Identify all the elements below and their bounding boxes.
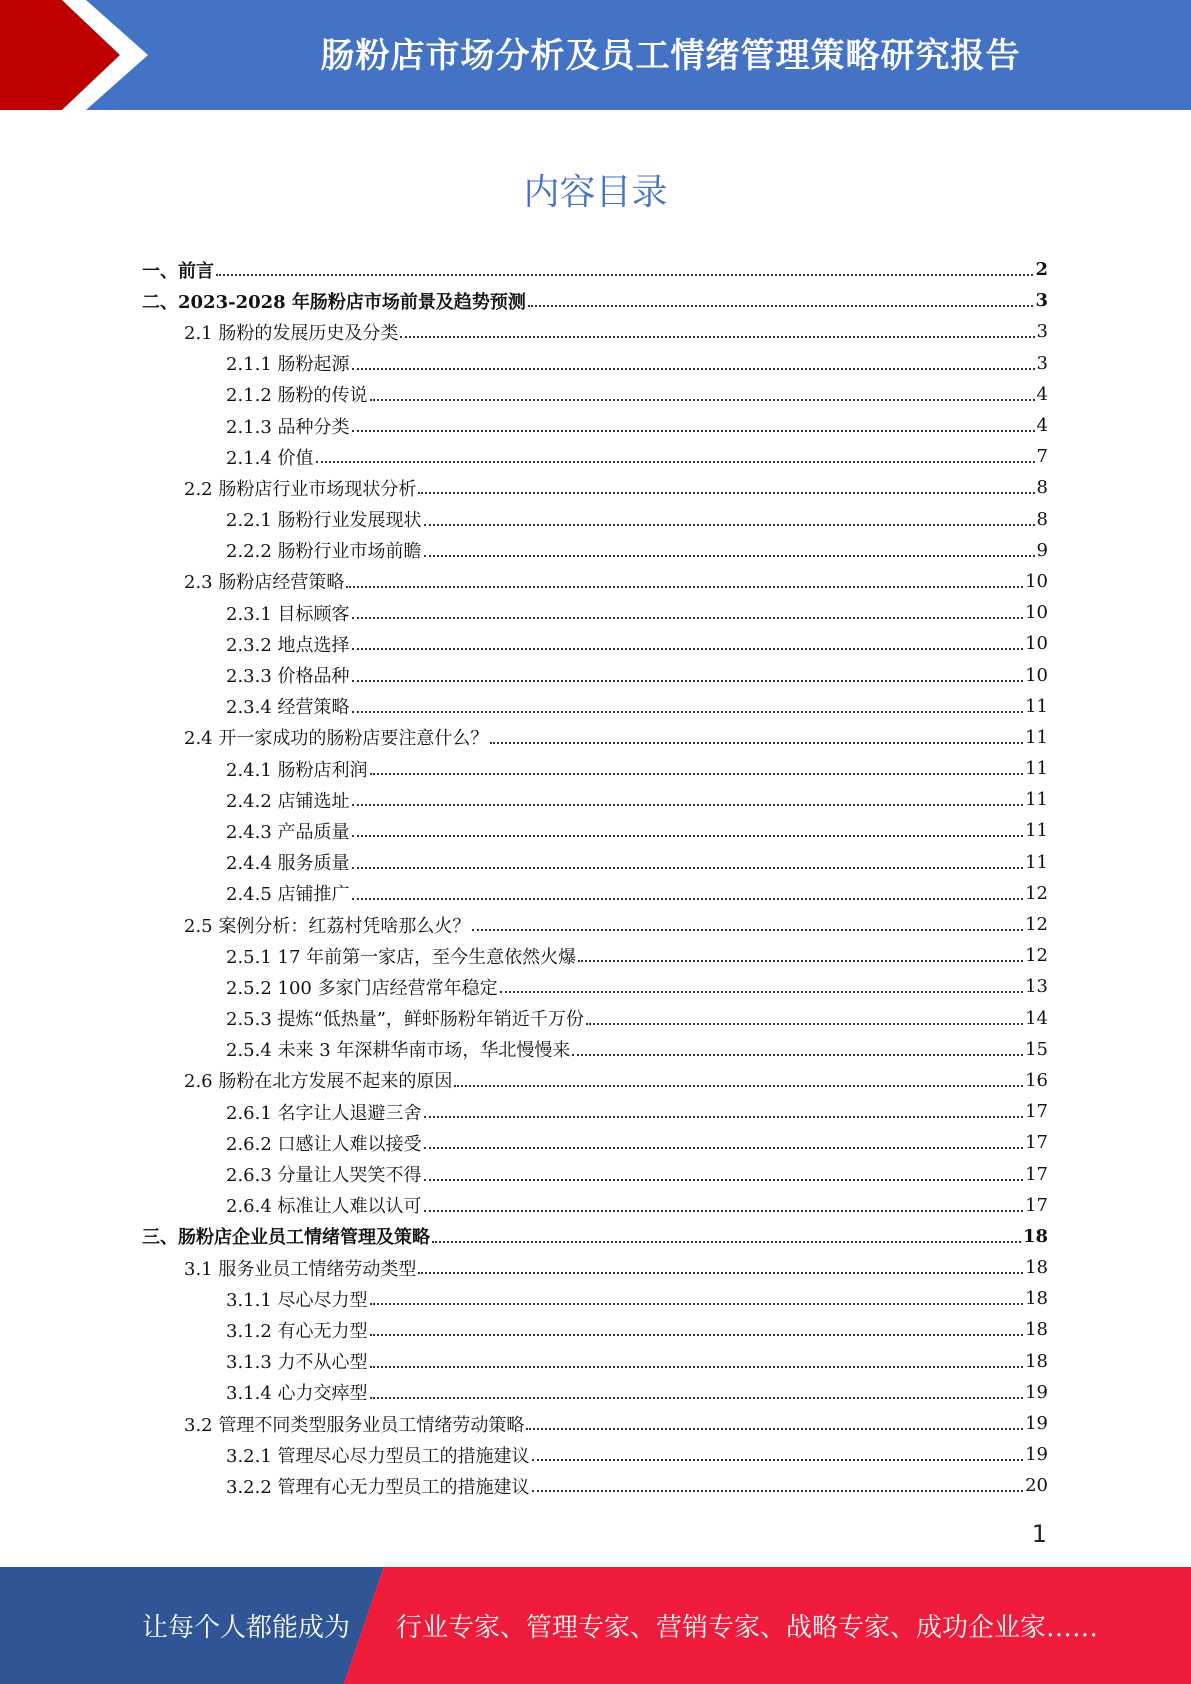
toc-entry-label: 2.6 肠粉在北方发展不起来的原因 (184, 1071, 453, 1093)
toc-entry-label: 2.4.5 店铺推广 (226, 884, 350, 906)
toc-entry-label: 3.2.2 管理有心无力型员工的措施建议 (226, 1476, 530, 1498)
toc-entry-page: 2 (1035, 259, 1048, 281)
toc-entry-page: 11 (1025, 695, 1048, 717)
toc-leader-dots (424, 523, 1035, 526)
toc-entry[interactable] (142, 722, 1048, 753)
toc-entry-page: 10 (1025, 664, 1048, 686)
toc-entry-page: 11 (1025, 758, 1048, 780)
toc-entry[interactable] (142, 784, 1048, 815)
toc-entry-page: 13 (1025, 976, 1048, 998)
toc-entry-page: 4 (1036, 383, 1048, 405)
toc-entry[interactable] (142, 1003, 1048, 1034)
toc-entry[interactable] (142, 1158, 1048, 1189)
toc-entry[interactable] (142, 691, 1048, 722)
toc-entry-page: 18 (1025, 1350, 1048, 1372)
toc-entry-page: 17 (1025, 1132, 1048, 1154)
toc-entry-label: 3.2.1 管理尽心尽力型员工的措施建议 (226, 1445, 530, 1467)
toc-entry-page: 10 (1025, 633, 1048, 655)
toc-entry-page: 11 (1025, 820, 1048, 842)
toc-entry-page: 10 (1025, 602, 1048, 624)
toc-leader-dots (352, 803, 1024, 806)
toc-leader-dots (586, 1022, 1023, 1025)
toc-entry-page: 19 (1025, 1444, 1048, 1466)
page-number: 1 (1031, 1520, 1047, 1548)
toc-leader-dots (418, 491, 1034, 494)
toc-entry-page: 7 (1036, 446, 1048, 468)
toc-heading: 内容目录 (523, 172, 668, 213)
toc-entry[interactable] (142, 1190, 1048, 1221)
toc-leader-dots (352, 897, 1024, 900)
toc-leader-dots (526, 1427, 1023, 1430)
toc-entry[interactable] (142, 1470, 1048, 1501)
toc-entry-label: 2.2.2 肠粉行业市场前瞻 (226, 541, 422, 563)
toc-entry[interactable] (142, 254, 1048, 285)
toc-entry-label: 2.5.3 提炼“低热量”，鲜虾肠粉年销近千万份 (226, 1009, 584, 1031)
toc-leader-dots (472, 928, 1023, 931)
toc-entry-page: 12 (1025, 945, 1048, 967)
toc-leader-dots (216, 273, 1033, 276)
toc-entry-page: 8 (1036, 477, 1048, 499)
toc-entry-label: 2.1.4 价值 (226, 447, 314, 469)
toc-entry-page: 20 (1025, 1475, 1048, 1497)
toc-leader-dots (532, 1489, 1024, 1492)
toc-entry[interactable] (142, 1346, 1048, 1377)
toc-entry[interactable] (142, 940, 1048, 971)
table-of-contents (142, 254, 1048, 1502)
toc-entry-label: 2.2.1 肠粉行业发展现状 (226, 510, 422, 532)
footer-roles: 行业专家、管理专家、营销专家、战略专家、成功企业家…… (396, 1613, 1099, 1643)
toc-leader-dots (352, 866, 1024, 869)
toc-entry-label: 3.1 服务业员工情绪劳动类型 (184, 1258, 417, 1280)
toc-entry-label: 2.5.1 17 年前第一家店，至今生意依然火爆 (226, 946, 577, 968)
toc-entry-label: 2.3.1 目标顾客 (226, 603, 350, 625)
toc-entry-page: 10 (1025, 570, 1048, 592)
toc-entry[interactable] (142, 628, 1048, 659)
toc-entry[interactable] (142, 597, 1048, 628)
toc-leader-dots (370, 398, 1035, 401)
toc-entry[interactable] (142, 815, 1048, 846)
toc-entry-page: 3 (1036, 321, 1048, 343)
toc-entry-page: 8 (1036, 508, 1048, 530)
toc-leader-dots (346, 585, 1023, 588)
toc-entry-page: 19 (1025, 1381, 1048, 1403)
toc-leader-dots (400, 335, 1034, 338)
toc-entry-label: 2.4.3 产品质量 (226, 821, 350, 843)
toc-entry-page: 18 (1025, 1257, 1048, 1279)
toc-entry-label: 2.3.2 地点选择 (226, 634, 350, 656)
toc-leader-dots (578, 959, 1023, 962)
toc-entry-label: 2.6.4 标准让人难以认可 (226, 1196, 422, 1218)
toc-entry[interactable] (142, 566, 1048, 597)
toc-entry[interactable] (142, 1221, 1048, 1252)
toc-entry-label: 2.4.1 肠粉店利润 (226, 759, 368, 781)
toc-leader-dots (454, 1084, 1023, 1087)
toc-entry[interactable] (142, 1377, 1048, 1408)
toc-entry[interactable] (142, 1034, 1048, 1065)
toc-entry[interactable] (142, 847, 1048, 878)
toc-leader-dots (370, 1365, 1024, 1368)
toc-entry-label: 2.5 案例分析：红荔村凭啥那么火？ (184, 915, 471, 937)
toc-entry[interactable] (142, 285, 1048, 316)
toc-entry-label: 3.1.1 尽心尽力型 (226, 1289, 368, 1311)
toc-entry-page: 3 (1036, 352, 1048, 374)
toc-entry-label: 2.6.2 口感让人难以接受 (226, 1133, 422, 1155)
toc-entry[interactable] (142, 1065, 1048, 1096)
toc-leader-dots (316, 460, 1035, 463)
toc-entry-page: 11 (1025, 726, 1048, 748)
toc-leader-dots (370, 1396, 1024, 1399)
toc-entry[interactable] (142, 348, 1048, 379)
toc-entry[interactable] (142, 659, 1048, 690)
toc-entry[interactable] (142, 909, 1048, 940)
toc-leader-dots (424, 1209, 1024, 1212)
toc-entry-page: 18 (1022, 1225, 1048, 1247)
toc-entry-label: 2.3.3 价格品种 (226, 666, 350, 688)
toc-leader-dots (352, 710, 1024, 713)
toc-entry-page: 19 (1025, 1413, 1048, 1435)
footer-banner (0, 1567, 1191, 1684)
toc-entry-label: 2.6.3 分量让人哭笑不得 (226, 1165, 422, 1187)
toc-entry-page: 9 (1036, 539, 1048, 561)
toc-leader-dots (424, 1146, 1024, 1149)
toc-entry-label: 2.5.2 100 多家门店经营常年稳定 (226, 977, 498, 999)
toc-entry-page: 17 (1025, 1163, 1048, 1185)
toc-entry-label: 三、肠粉店企业员工情绪管理及策略 (142, 1227, 430, 1249)
toc-entry-page: 17 (1025, 1194, 1048, 1216)
toc-leader-dots (352, 679, 1024, 682)
toc-entry-page: 4 (1036, 415, 1048, 437)
toc-entry-label: 2.2 肠粉店行业市场现状分析 (184, 478, 417, 500)
toc-entry-page: 17 (1025, 1101, 1048, 1123)
toc-entry-label: 2.4.4 服务质量 (226, 853, 350, 875)
toc-leader-dots (424, 554, 1035, 557)
toc-entry-label: 2.1.2 肠粉的传说 (226, 385, 368, 407)
toc-entry-label: 3.1.2 有心无力型 (226, 1320, 368, 1342)
toc-leader-dots (532, 1458, 1024, 1461)
toc-leader-dots (352, 647, 1024, 650)
toc-entry-page: 18 (1025, 1288, 1048, 1310)
toc-leader-dots (370, 772, 1024, 775)
toc-entry[interactable] (142, 1439, 1048, 1470)
toc-entry[interactable] (142, 379, 1048, 410)
toc-entry[interactable] (142, 410, 1048, 441)
toc-leader-dots (352, 834, 1024, 837)
toc-entry-page: 16 (1025, 1069, 1048, 1091)
toc-leader-dots (528, 304, 1034, 307)
toc-leader-dots (352, 367, 1035, 370)
toc-entry-label: 2.5.4 未来 3 年深耕华南市场，华北慢慢来 (226, 1040, 571, 1062)
toc-entry-page: 12 (1025, 882, 1048, 904)
toc-entry[interactable] (142, 1127, 1048, 1158)
toc-entry-label: 2.4.2 店铺选址 (226, 790, 350, 812)
toc-entry[interactable] (142, 535, 1048, 566)
toc-leader-dots (370, 1302, 1024, 1305)
toc-leader-dots (572, 1053, 1023, 1056)
toc-entry-page: 11 (1025, 789, 1048, 811)
toc-entry-label: 2.3 肠粉店经营策略 (184, 572, 345, 594)
toc-entry-label: 一、前言 (142, 260, 214, 282)
toc-entry[interactable] (142, 441, 1048, 472)
toc-entry-label: 2.3.4 经营策略 (226, 697, 350, 719)
toc-entry-page: 15 (1025, 1038, 1048, 1060)
toc-entry[interactable] (142, 1096, 1048, 1127)
toc-entry[interactable] (142, 1408, 1048, 1439)
toc-entry[interactable] (142, 504, 1048, 535)
toc-entry[interactable] (142, 971, 1048, 1002)
toc-leader-dots (424, 1178, 1024, 1181)
report-title: 肠粉店市场分析及员工情绪管理策略研究报告 (320, 36, 1021, 76)
toc-entry[interactable] (142, 1283, 1048, 1314)
toc-entry-label: 2.1.3 品种分类 (226, 416, 350, 438)
toc-entry[interactable] (142, 1314, 1048, 1345)
toc-leader-dots (490, 741, 1023, 744)
toc-entry-label: 2.6.1 名字让人退避三舍 (226, 1102, 422, 1124)
toc-entry-label: 3.2 管理不同类型服务业员工情绪劳动策略 (184, 1414, 525, 1436)
toc-entry[interactable] (142, 878, 1048, 909)
toc-leader-dots (352, 616, 1024, 619)
toc-entry[interactable] (142, 316, 1048, 347)
toc-entry-label: 2.4 开一家成功的肠粉店要注意什么？ (184, 728, 489, 750)
toc-leader-dots (424, 1115, 1024, 1118)
toc-entry-page: 12 (1025, 914, 1048, 936)
toc-entry[interactable] (142, 753, 1048, 784)
toc-entry-page: 11 (1025, 851, 1048, 873)
toc-entry-page: 14 (1025, 1007, 1048, 1029)
toc-leader-dots (500, 990, 1023, 993)
toc-entry[interactable] (142, 1252, 1048, 1283)
toc-entry-page: 18 (1025, 1319, 1048, 1341)
header-banner (0, 0, 1191, 110)
footer-slogan: 让每个人都能成为 (142, 1613, 351, 1643)
toc-entry-label: 3.1.3 力不从心型 (226, 1352, 368, 1374)
toc-leader-dots (370, 1333, 1024, 1336)
toc-entry[interactable] (142, 472, 1048, 503)
toc-entry-label: 2.1 肠粉的发展历史及分类 (184, 322, 399, 344)
toc-leader-dots (352, 429, 1035, 432)
toc-entry-label: 3.1.4 心力交瘁型 (226, 1383, 368, 1405)
toc-leader-dots (418, 1271, 1023, 1274)
toc-entry-page: 3 (1035, 290, 1048, 312)
toc-entry-label: 二、2023-2028 年肠粉店市场前景及趋势预测 (142, 291, 526, 313)
toc-entry-label: 2.1.1 肠粉起源 (226, 354, 350, 376)
toc-leader-dots (432, 1240, 1021, 1243)
